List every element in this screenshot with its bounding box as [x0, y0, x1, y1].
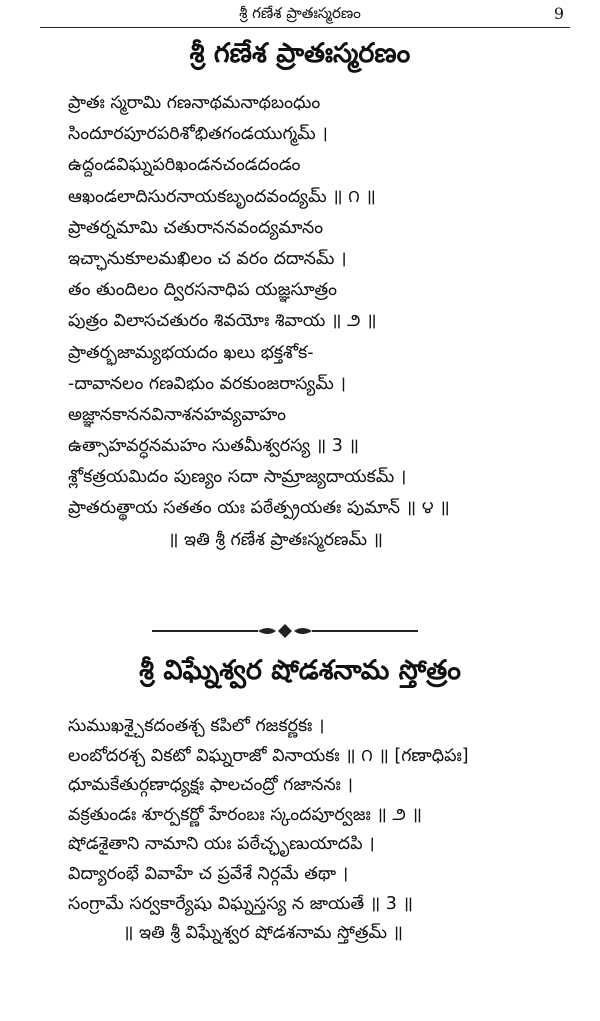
colophon-line: ॥ ఇతి శ్రీ విఘ్నేశ్వర షోడశనామ స్తోత్రమ్ ॥	[123, 923, 404, 944]
verse-line: ధూమకేతుర్గణాధ్యక్షః ఫాలచంద్రో గజాననః ।	[68, 775, 354, 796]
verse-line: సంగ్రామే సర్వకార్యేషు విఘ్నస్తస్య న జాయతే ॥ 3 ॥	[68, 893, 413, 914]
verse-line: విద్యారంభే వివాహే చ ప్రవేశే నిర్గమే తథా ।	[68, 863, 349, 884]
verse-line: షోడశైతాని నామాని యః పఠేచ్ఛృణుయాదపి ।	[68, 834, 375, 855]
verse-line: వక్రతుండః శూర్పకర్ణో హేరంబః స్కందపూర్వజః ॥ ౨ ॥	[68, 804, 422, 825]
section-title-vighneshwara-shodashanama-stotram: శ్రీ విఘ్నేశ్వర షోడశనామ స్తోత్రం	[139, 655, 461, 686]
verse-block-pratah-smaranam	[68, 88, 588, 556]
page-number: 9	[553, 4, 564, 23]
verse-line: అజ్ఞానకాననవినాశనహవ్యవాహం	[68, 404, 286, 425]
verse-line: ఇచ్ఛానుకూలమఖిలం చ వరం దదానమ్ ।	[68, 248, 347, 269]
verse-line: ఉద్దండవిఘ్నపరిఖండనచండదండం	[68, 155, 301, 176]
ornamental-divider-icon	[150, 622, 420, 640]
running-header	[0, 2, 600, 26]
verse-line: తం తుందిలం ద్విరసనాధిప యజ్ఞసూత్రం	[68, 280, 338, 301]
header-rule	[40, 27, 570, 28]
verse-line: -దావానలం గణవిభుం వరకుంజరాస్యమ్ ।	[68, 373, 346, 394]
verse-line: ప్రాతర్నమామి చతురాననవంద్యమానం	[68, 217, 324, 238]
verse-line: ఆఖండలాదిసురనాయకబృందవంద్యమ్ ॥ ౧ ॥	[68, 186, 376, 207]
verse-line: పుత్రం విలాసచతురం శివయోః శివాయ ॥ ౨ ॥	[68, 311, 377, 332]
verse-line: ప్రాతః స్మరామి గణనాథమనాథబంధుం	[68, 93, 321, 113]
verse-block-shodashanama-stotram	[68, 712, 588, 949]
verse-line: ఉత్సాహవర్ధనమహం సుతమీశ్వరస్య ॥ 3 ॥	[68, 436, 359, 457]
colophon-line: ॥ ఇతి శ్రీ గణేశ ప్రాతఃస్మరణమ్ ॥	[168, 529, 384, 550]
section-title-ganesha-pratah-smaranam: శ్రీ గణేశ ప్రాతఃస్మరణం	[189, 38, 411, 69]
verse-line: లంబోదరశ్చ వికటో విఘ్నరాజో వినాయకః ॥ ౧ ॥ [గణాధిపః]	[68, 745, 469, 766]
verse-line: ప్రాతరుత్థాయ సతతం యః పఠేత్ప్రయతః పుమాన్ ॥ ౪ ॥	[68, 498, 450, 519]
verse-line: సుముఖశ్చైకదంతశ్చ కపిలో గజకర్ణకః ।	[68, 716, 325, 736]
verse-line: శ్లోకత్రయమిదం పుణ్యం సదా సామ్రాజ్యదాయకమ్ ।	[68, 467, 407, 488]
verse-line: సిందూరపూరపరిశోభితగండయుగ్మమ్ ।	[68, 124, 328, 145]
verse-line: ప్రాతర్భజామ్యభయదం ఖలు భక్తశోక-	[68, 342, 314, 363]
running-title: శ్రీ గణేశ ప్రాతఃస్మరణం	[239, 4, 361, 22]
